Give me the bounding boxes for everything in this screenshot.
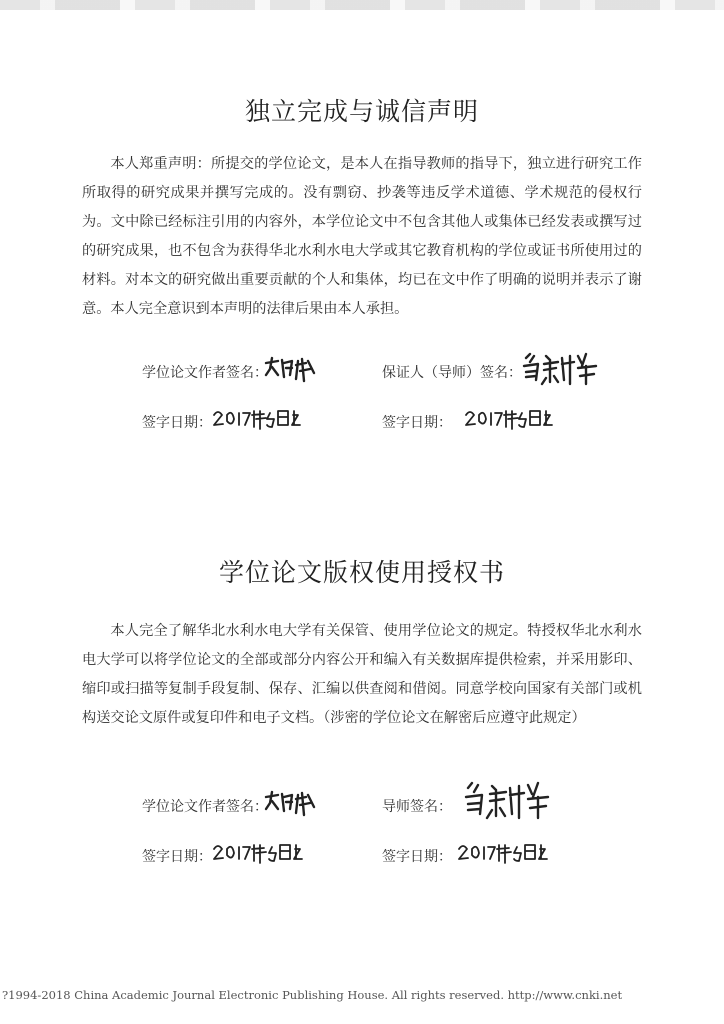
- declaration-body: 本人郑重声明：所提交的学位论文，是本人在指导教师的指导下，独立进行研究工作所取得的研究成果并撰写完成的。没有剽窃、抄袭等违反学术道德、学术规范的侵权行为。文中除已经标注引用的内容外，本学位论文中不包含其他人或集体已经发表或撰写过的研究成果，也不包含为获得华北水利水电大学或其它教育机构的学位或证书所使用过的材料。对本文的研究做出重要贡献的个人和集体，均已在文中作了明确的说明并表示了谢意。本人完全意识到本声明的法律后果由本人承担。: [82, 156, 642, 317]
- authorization-date-author-handwritten: [210, 839, 310, 865]
- authorization-body: 本人完全了解华北水利水电大学有关保管、使用学位论文的规定。特授权华北水利水电大学可以将学位论文的全部或部分内容公开和编入有关数据库提供检索，并采用影印、缩印或扫描等复制手段复制、保存、汇编以供查阅和借阅。同意学校向国家有关部门或机构送交论文原件或复印件和电子文档。（涉密的学位论文在解密后应遵守此规定）: [82, 623, 642, 726]
- authorization-date-label-author: 签字日期：: [142, 849, 212, 865]
- declaration-date-author-handwritten: [210, 405, 305, 431]
- declaration-guarantor-sign-label: 保证人（导师）签名：: [382, 365, 522, 381]
- authorization-date-advisor-handwritten: [455, 839, 555, 865]
- declaration-author-sign-label: 学位论文作者签名：: [142, 365, 268, 381]
- authorization-title: 学位论文版权使用授权书: [218, 558, 505, 587]
- declaration-guarantor-signature: [520, 350, 600, 386]
- authorization-author-sign-label: 学位论文作者签名：: [142, 799, 268, 815]
- declaration-date-label-author: 签字日期：: [142, 415, 212, 431]
- copyright-footer: ?1994-2018 China Academic Journal Electronic Publishing House. All rights reserved. http://www.cnki.net: [2, 988, 623, 1002]
- declaration-date-guarantor-handwritten: [462, 405, 557, 431]
- authorization-advisor-signature: [462, 778, 552, 820]
- authorization-date-label-advisor: 签字日期：: [382, 849, 452, 865]
- declaration-title: 独立完成与诚信声明: [244, 97, 479, 126]
- authorization-advisor-sign-label: 导师签名：: [382, 799, 452, 815]
- scan-edge-artifact: [0, 0, 724, 10]
- authorization-author-signature: [262, 789, 322, 819]
- declaration-author-signature: [262, 355, 322, 385]
- declaration-date-label-guarantor: 签字日期：: [382, 415, 452, 431]
